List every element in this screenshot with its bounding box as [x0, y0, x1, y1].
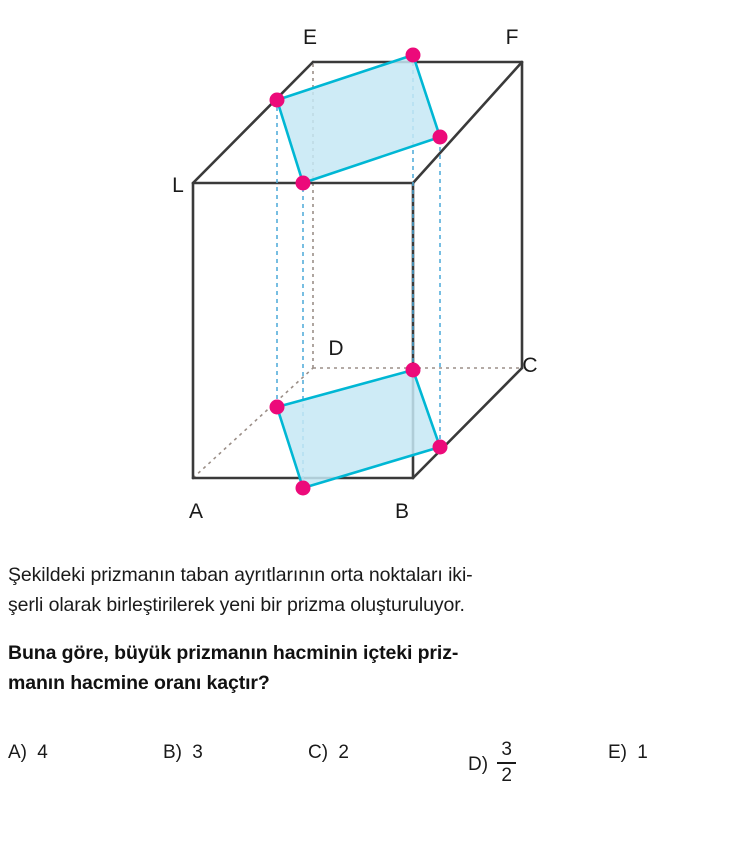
fraction-bar: [497, 762, 516, 764]
midpoint-dot: [433, 440, 448, 455]
option-c-key: C): [308, 742, 329, 763]
midpoint-dot: [270, 400, 285, 415]
vertex-label-L: L: [172, 174, 184, 197]
question-statement: [8, 560, 708, 620]
option-e-key: E): [608, 742, 627, 763]
option-d-numerator: 3: [501, 739, 512, 760]
option-a[interactable]: [8, 742, 48, 764]
question-statement-line2: şerli olarak birleştirilerek yeni bir prizma oluşturuluyor.: [8, 594, 465, 616]
inner-prism-bottom-face: [277, 370, 440, 488]
vertex-label-B: B: [394, 500, 410, 523]
answer-options: [8, 724, 708, 794]
option-b[interactable]: [163, 742, 203, 764]
question-prompt-line2: manın hacmine oranı kaçtır?: [8, 672, 270, 694]
option-c[interactable]: [308, 742, 349, 764]
question-block: [8, 560, 708, 794]
option-c-value: 2: [338, 742, 349, 763]
midpoint-dot: [406, 48, 421, 63]
option-d[interactable]: [468, 739, 516, 788]
midpoint-dot: [406, 363, 421, 378]
midpoint-dot: [296, 176, 311, 191]
option-a-key: A): [8, 742, 27, 763]
midpoint-dot: [433, 130, 448, 145]
question-statement-line1: Şekildeki prizmanın taban ayrıtlarının orta noktaları iki-: [8, 564, 473, 586]
option-b-value: 3: [192, 742, 203, 763]
question-prompt: [8, 638, 708, 698]
midpoint-dot: [270, 93, 285, 108]
vertex-label-E: E: [302, 26, 318, 49]
midpoint-dot: [296, 481, 311, 496]
option-e-value: 1: [637, 742, 648, 763]
vertex-label-C: C: [522, 354, 538, 377]
vertex-label-A: A: [188, 500, 204, 523]
option-a-value: 4: [37, 742, 48, 763]
question-prompt-line1: Buna göre, büyük prizmanın hacminin içteki priz-: [8, 642, 459, 664]
option-d-fraction: [497, 740, 516, 786]
vertex-label-F: F: [505, 26, 519, 49]
vertex-label-D: D: [328, 337, 344, 360]
option-b-key: B): [163, 742, 182, 763]
option-d-denominator: 2: [501, 765, 512, 786]
option-e[interactable]: [608, 742, 648, 764]
option-d-key: D): [468, 754, 489, 775]
